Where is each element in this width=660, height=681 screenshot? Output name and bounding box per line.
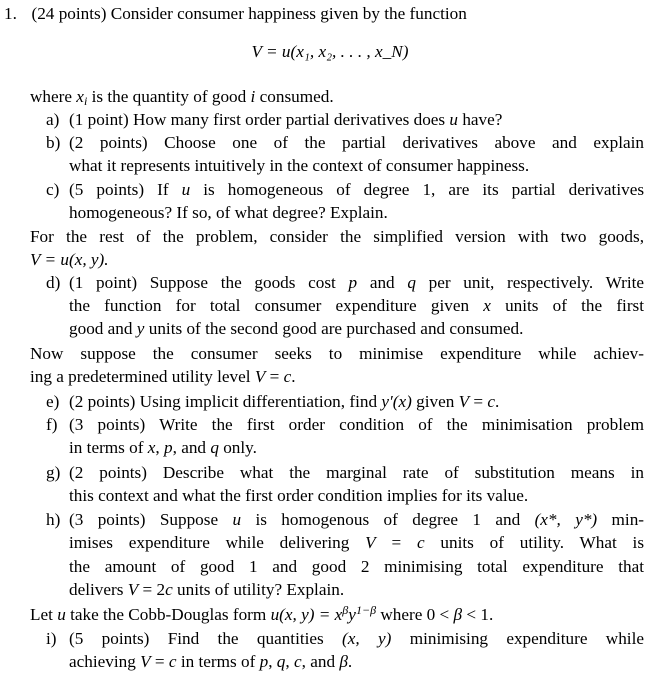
part-i-line1: (5 points) Find the quantities (x, y) minimising expenditure while — [69, 629, 644, 648]
part-d-line3: good and y units of the second good are purchased and consumed. — [69, 319, 524, 338]
part-g-line2: this context and what the first order condition implies for its value. — [69, 486, 529, 505]
now-line1: Now suppose the consumer seeks to minimise expenditure while achiev- — [30, 344, 644, 363]
question-number: 1. — [4, 4, 17, 23]
part-d-line2: the function for total consumer expenditure given x units of the first — [69, 296, 645, 315]
part-g-label: g) — [46, 463, 61, 482]
part-c-line1: (5 points) If u is homogeneous of degree 1, are its partial derivatives — [69, 180, 645, 199]
part-h-line2: imises expenditure while delivering V = c units of utility. What is — [69, 533, 645, 552]
part-g-line1: (2 points) Describe what the marginal rate of substitution means in — [69, 463, 644, 482]
part-e-text: (2 points) Using implicit differentiation, find y′(x) given V = c. — [69, 392, 500, 411]
part-c-label: c) — [46, 180, 60, 199]
part-h-line3: the amount of good 1 and good 2 minimising total expenditure that — [69, 557, 644, 576]
part-f-line1: (3 points) Write the first order condition of the minimisation problem — [69, 415, 644, 434]
equation-main: V = u(x₁, x₂, . . . , x_N) — [251, 42, 409, 61]
part-h-line4: delivers V = 2c units of utility? Explain. — [69, 580, 345, 599]
cobb-douglas-line: Let u take the Cobb-Douglas form u(x, $y) = x^\beta y^{1-\beta}$ where 0 < β < 1. — [30, 603, 494, 624]
part-b-line2: what it represents intuitively in the context of consumer happiness. — [69, 156, 530, 175]
part-d-label: d) — [46, 273, 61, 292]
part-e-label: e) — [46, 392, 60, 411]
part-h-line1: (3 points) Suppose u is homogenous of degree 1 and (x*, y*) min- — [69, 510, 645, 529]
rest-line1: For the rest of the problem, consider the simplified version with two goods, — [30, 227, 644, 246]
part-f-label: f) — [46, 415, 58, 434]
rest-line2: V = u(x, y). — [30, 250, 109, 269]
intro-line: where $x_i$ is the quantity of good i consumed. — [30, 87, 334, 108]
part-c-line2: homogeneous? If so, of what degree? Explain. — [69, 203, 388, 222]
part-b-label: b) — [46, 133, 61, 152]
part-b-line1: (2 points) Choose one of the partial derivatives above and explain — [69, 133, 644, 152]
part-h-label: h) — [46, 510, 61, 529]
part-a-text: (1 point) How many first order partial derivatives does u have? — [69, 110, 503, 129]
part-d-line1: (1 point) Suppose the goods cost p and q per unit, respectively. Write — [69, 273, 645, 292]
part-i-label: i) — [46, 629, 57, 648]
question-header-text: (24 points) Consider consumer happiness given by the function — [31, 4, 467, 23]
now-line2: ing a predetermined utility level V = c. — [30, 367, 296, 386]
part-f-line2: in terms of x, p, and q only. — [69, 438, 257, 457]
question-header — [4, 3, 467, 25]
part-i-line2: achieving V = c in terms of p, q, c, and β. — [69, 652, 353, 671]
part-a-label: a) — [46, 110, 60, 129]
